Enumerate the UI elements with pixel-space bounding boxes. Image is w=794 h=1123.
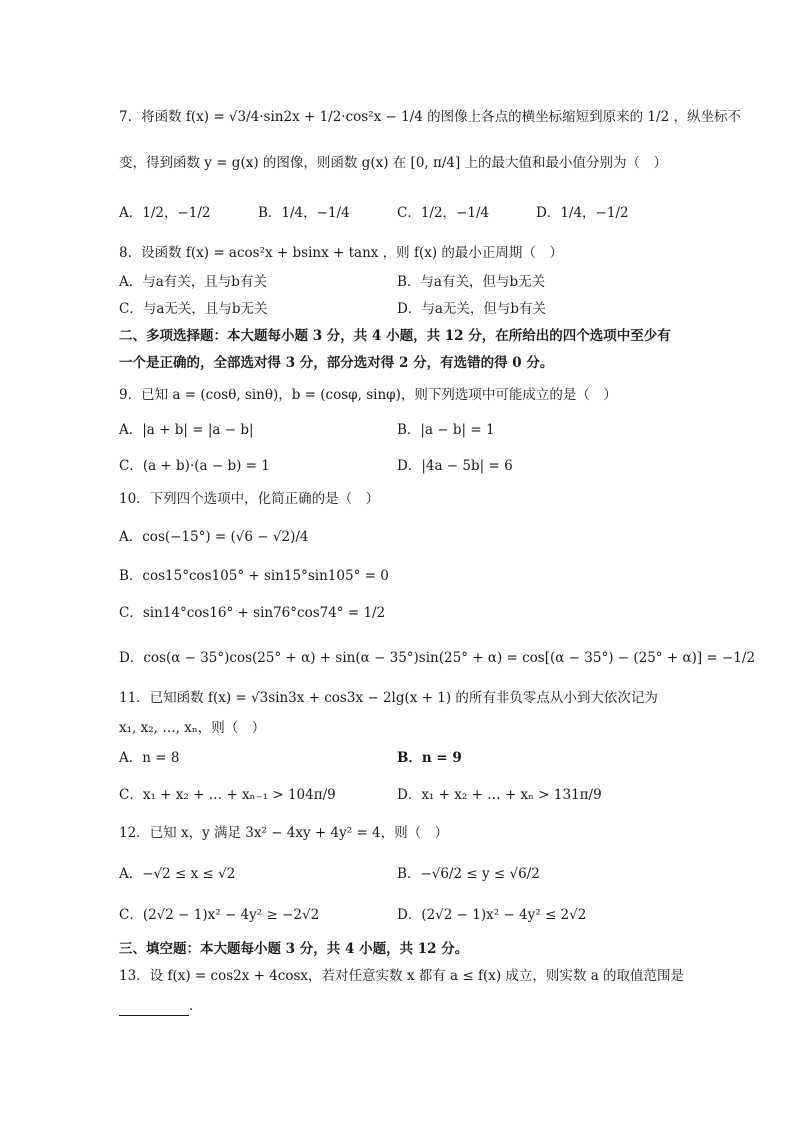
q8-stem: 8．设函数 f(x) = acos²x + bsinx + tanx ，则 f(x) 的最小正周期（ ） bbox=[119, 245, 563, 261]
q7-line1: 7．将函数 f(x) = √3/4·sin2x + 1/2·cos²x − 1/4 的图像上各点的横坐标缩短到原来的 1/2 ，纵坐标不 bbox=[119, 109, 741, 125]
section2-heading-line2: 一个是正确的，全部选对得 3 分，部分选对得 2 分，有选错的得 0 分。 bbox=[119, 355, 554, 371]
q8-option-b: B．与a有关，但与b无关 bbox=[397, 274, 546, 290]
q9-stem: 9．已知 a = (cosθ, sinθ)，b = (cosφ, sinφ)，则下列选项中可能成立的是（ ） bbox=[119, 387, 617, 403]
q7-option-d: D．1/4，−1/2 bbox=[536, 205, 629, 221]
q7-option-b: B．1/4，−1/4 bbox=[258, 205, 350, 221]
q8-option-d: D．与a无关，但与b有关 bbox=[397, 301, 547, 317]
q9-option-c: C．(a + b)·(a − b) = 1 bbox=[119, 458, 270, 474]
q7-option-c: C．1/2，−1/4 bbox=[397, 205, 490, 221]
q13-answer-blank[interactable] bbox=[119, 1001, 189, 1016]
q10-stem: 10．下列四个选项中，化简正确的是（ ） bbox=[119, 491, 380, 507]
q8-option-a: A．与a有关，且与b有关 bbox=[119, 274, 267, 290]
q12-option-d: D．(2√2 − 1)x² − 4y² ≤ 2√2 bbox=[397, 907, 587, 923]
q11-option-a: A．n = 8 bbox=[119, 750, 180, 766]
q10-option-d: D．cos(α − 35°)cos(25° + α) + sin(α − 35°)sin(25° + α) = cos[(α − 35°) − (25° + α)] = −1/2 bbox=[119, 650, 756, 666]
q11-line2: x₁, x₂, …, xₙ，则（ ） bbox=[119, 720, 266, 736]
section2-heading-line1: 二、多项选择题：本大题每小题 3 分，共 4 小题，共 12 分，在所给出的四个选项中至少有 bbox=[119, 328, 671, 344]
q7-option-a: A．1/2，−1/2 bbox=[119, 205, 211, 221]
q8-option-c: C．与a无关，且与b无关 bbox=[119, 301, 268, 317]
section3-heading: 三、填空题：本大题每小题 3 分，共 4 小题，共 12 分。 bbox=[119, 941, 469, 957]
q13-stem: 13．设 f(x) = cos2x + 4cosx，若对任意实数 x 都有 a ≤ f(x) 成立，则实数 a 的取值范围是 bbox=[119, 968, 685, 984]
q10-option-a: A．cos(−15°) = (√6 − √2)/4 bbox=[119, 529, 309, 545]
q9-option-a: A．|a + b| = |a − b| bbox=[119, 422, 254, 438]
q11-option-d: D．x₁ + x₂ + … + xₙ > 131π/9 bbox=[397, 787, 602, 803]
q10-option-b: B．cos15°cos105° + sin15°sin105° = 0 bbox=[119, 568, 389, 584]
q12-option-b: B．−√6/2 ≤ y ≤ √6/2 bbox=[397, 866, 540, 882]
q9-option-d: D．|4a − 5b| = 6 bbox=[397, 458, 513, 474]
q13-answer-line bbox=[119, 996, 203, 1016]
q12-option-a: A．−√2 ≤ x ≤ √2 bbox=[119, 866, 236, 882]
q11-option-c: C．x₁ + x₂ + … + xₙ₋₁ > 104π/9 bbox=[119, 787, 336, 803]
q12-stem: 12．已知 x，y 满足 3x² − 4xy + 4y² = 4，则（ ） bbox=[119, 825, 449, 841]
q12-option-c: C．(2√2 − 1)x² − 4y² ≥ −2√2 bbox=[119, 907, 320, 923]
q11-line1: 11．已知函数 f(x) = √3sin3x + cos3x − 2lg(x + 1) 的所有非负零点从小到大依次记为 bbox=[119, 690, 658, 706]
q7-line2: 变，得到函数 y = g(x) 的图像，则函数 g(x) 在 [0, π/4] 上的最大值和最小值分别为（ ） bbox=[119, 155, 668, 171]
q9-option-b: B．|a − b| = 1 bbox=[397, 422, 495, 438]
q10-option-c: C．sin14°cos16° + sin76°cos74° = 1/2 bbox=[119, 605, 386, 621]
q11-option-b: B．n = 9 bbox=[397, 750, 462, 766]
q13-tail: ． bbox=[189, 998, 203, 1014]
